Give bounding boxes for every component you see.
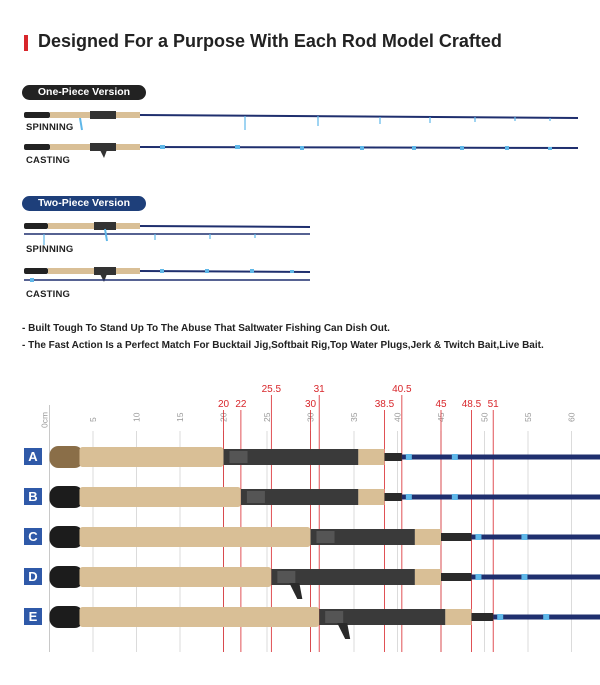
rear-grip (80, 487, 241, 507)
ruler-tick-label: 40 (392, 412, 403, 422)
handle-rod-d (50, 566, 600, 599)
one-piece-casting-label: CASTING (26, 155, 71, 166)
ruler-zero-label: 0cm (39, 411, 50, 428)
marker-label: 51 (487, 399, 499, 410)
handle-rod-e (50, 606, 600, 639)
winding-check (384, 453, 401, 461)
marker-label: 25.5 (261, 384, 282, 395)
bullet-1: - Built Tough To Stand Up To The Abuse That Saltwater Fishing Can Dish Out. (22, 323, 390, 334)
butt-cap (50, 446, 84, 468)
two-piece-casting-label: CASTING (26, 289, 71, 300)
ruler-tick-label: 30 (305, 412, 316, 422)
reel-seat-hood (230, 451, 248, 463)
trigger (337, 623, 350, 639)
page-title: Designed For a Purpose With Each Rod Model Crafted (38, 31, 502, 51)
front-grip (445, 609, 471, 625)
one-piece-pill: One-Piece Version (22, 85, 146, 100)
guide-wrap (452, 494, 458, 500)
handle-rod-a (50, 446, 600, 468)
handle-label-b: B (24, 488, 42, 505)
guide-wrap (475, 574, 481, 580)
marker-label: 30 (304, 399, 317, 410)
ruler-tick-label: 20 (218, 412, 229, 422)
rod-blank (402, 455, 600, 460)
reel-seat-hood (325, 611, 343, 623)
front-grip (415, 569, 441, 585)
ruler-tick-label: 45 (436, 412, 446, 422)
reel-seat-hood (317, 531, 335, 543)
reel-seat-hood (277, 571, 295, 583)
winding-check (441, 573, 471, 581)
rear-grip (80, 447, 224, 467)
guide-wrap (543, 614, 549, 620)
one-piece-spinning-label: SPINNING (26, 122, 74, 133)
handle-rod-b (50, 486, 600, 508)
butt-cap (50, 606, 84, 628)
two-piece-pill: Two-Piece Version (22, 196, 146, 211)
butt-cap (50, 566, 84, 588)
ruler-tick-label: 15 (175, 412, 185, 422)
guide-wrap (521, 534, 527, 540)
ruler-tick-label: 55 (523, 412, 533, 422)
rod-blank (402, 495, 600, 500)
marker-label: 20 (217, 399, 230, 410)
winding-check (384, 493, 401, 501)
marker-label: 45 (435, 399, 447, 410)
rear-grip (80, 567, 272, 587)
front-grip (358, 489, 384, 505)
handle-label-c: C (24, 528, 42, 545)
ruler-tick-label: 35 (349, 412, 359, 422)
ruler-tick-label: 5 (88, 417, 98, 422)
trigger (289, 583, 302, 599)
marker-label: 22 (235, 399, 247, 410)
handle-rod-c (50, 526, 600, 548)
marker-label: 38.5 (374, 399, 395, 410)
handle-label-e: E (24, 608, 42, 625)
rod-blank (471, 535, 600, 540)
marker-label: 40.5 (392, 384, 412, 395)
guide-wrap (406, 454, 412, 460)
rear-grip (80, 607, 320, 627)
two-piece-spinning-label: SPINNING (26, 244, 74, 255)
reel-seat-hood (247, 491, 265, 503)
guide-wrap (452, 454, 458, 460)
ruler-tick-label: 60 (566, 412, 577, 422)
marker-label: 48.5 (461, 399, 482, 410)
butt-cap (50, 486, 84, 508)
front-grip (415, 529, 441, 545)
handle-label-a: A (24, 448, 42, 465)
guide-wrap (475, 534, 481, 540)
bullet-2: - The Fast Action Is a Perfect Match For Bucktail Jig,Softbait Rig,Top Water Plugs,Jerk & Twitch Bait,Live Bait. (22, 340, 544, 351)
ruler-tick-label: 25 (262, 412, 272, 422)
guide-wrap (521, 574, 527, 580)
rod-blank (471, 575, 600, 580)
guide-wrap (406, 494, 412, 500)
front-grip (358, 449, 384, 465)
handle-rods (50, 446, 600, 639)
winding-check (441, 533, 471, 541)
butt-cap (50, 526, 84, 548)
handle-label-d: D (24, 568, 42, 585)
winding-check (471, 613, 493, 621)
rear-grip (80, 527, 311, 547)
marker-label: 31 (313, 384, 325, 395)
guide-wrap (497, 614, 503, 620)
ruler-tick-label: 10 (131, 412, 142, 422)
ruler-tick-label: 50 (479, 412, 490, 422)
